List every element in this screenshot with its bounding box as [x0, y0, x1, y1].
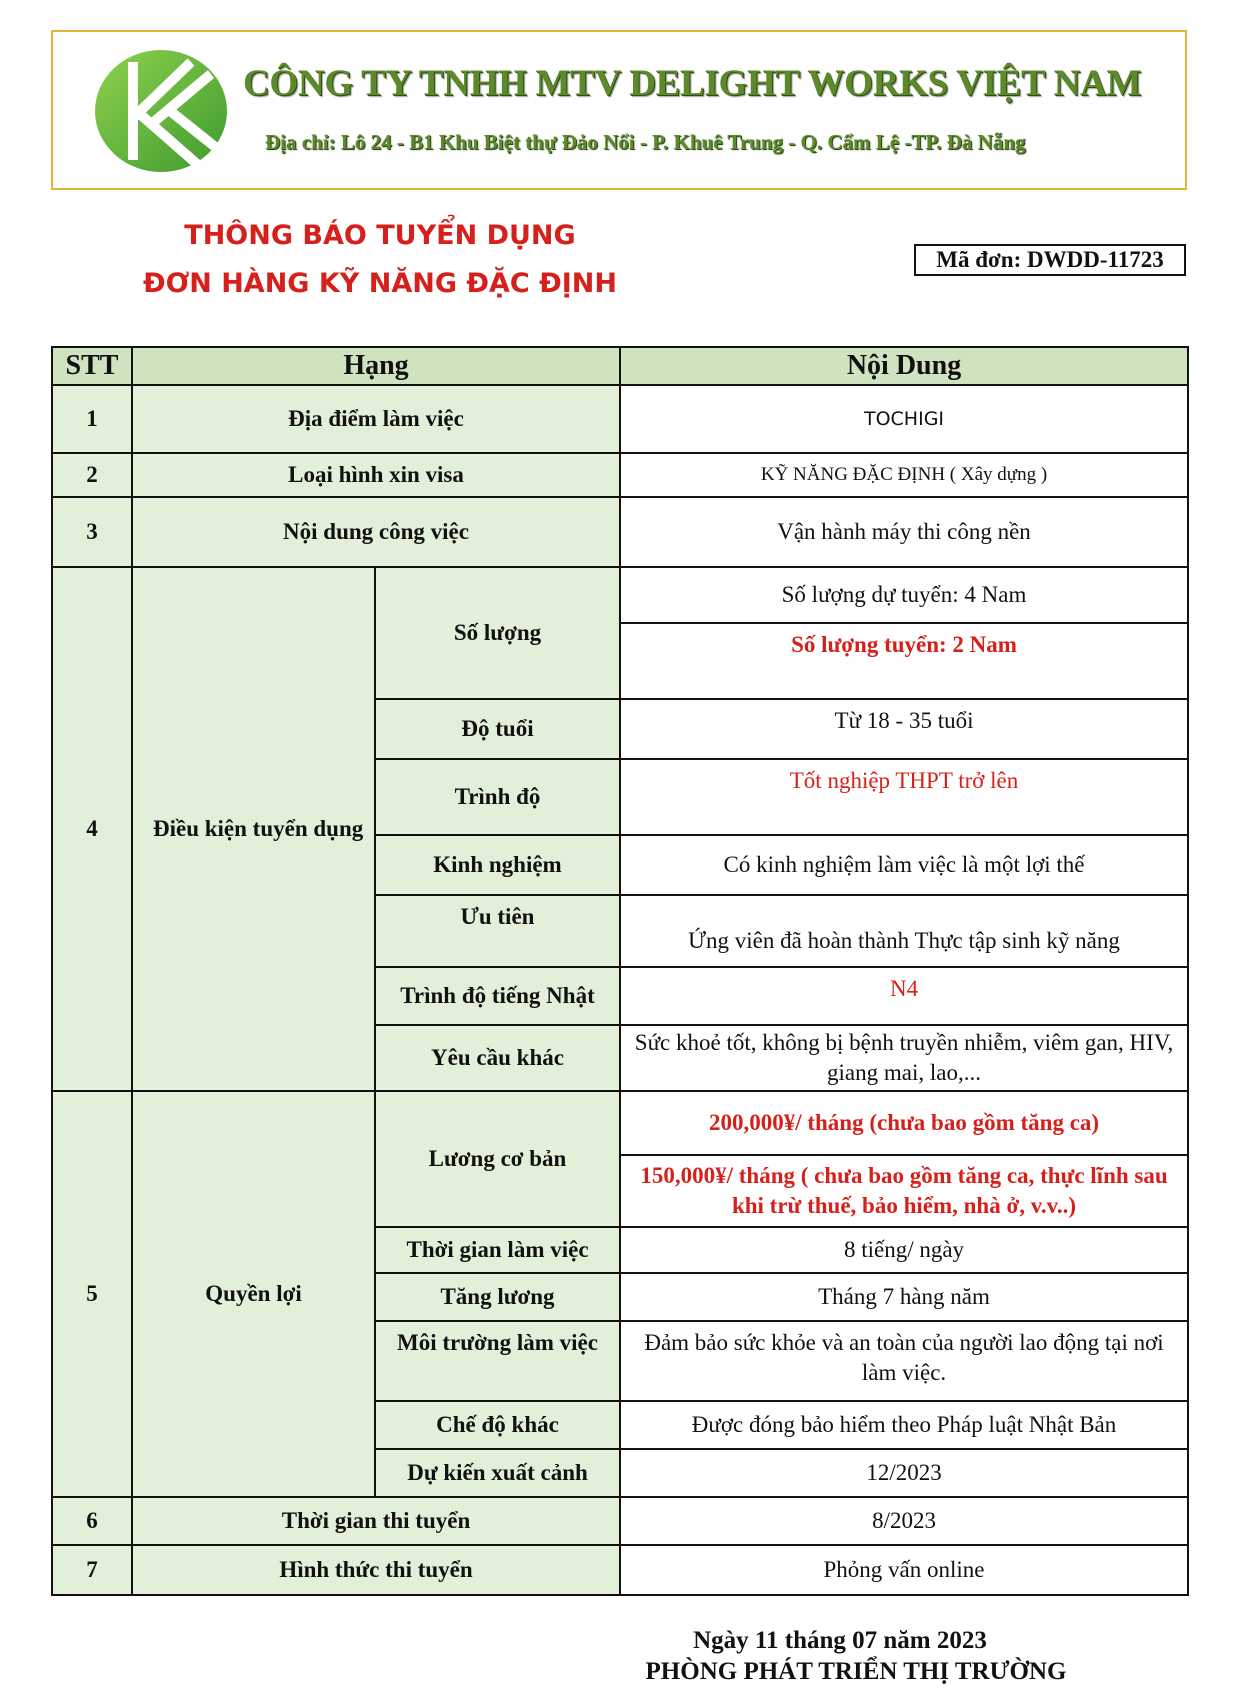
- table-row: [52, 453, 1188, 497]
- company-address: Địa chỉ: Lô 24 - B1 Khu Biệt thự Đảo Nổi - P. Khuê Trung - Q. Cẩm Lệ -TP. Đà Nẵng: [265, 130, 1026, 154]
- sub-label: Ưu tiên: [375, 895, 620, 967]
- table-header-row: [52, 347, 1188, 385]
- header-noidung: Nội Dung: [620, 347, 1188, 385]
- sub-label: Trình độ: [375, 759, 620, 835]
- sub-label: Môi trường làm việc: [375, 1321, 620, 1401]
- row-label: Quyền lợi: [132, 1091, 375, 1497]
- row-number: 5: [52, 1091, 132, 1497]
- footer-department: PHÒNG PHÁT TRIỂN THỊ TRƯỜNG: [645, 1658, 1067, 1685]
- table-row: [52, 567, 1188, 623]
- header-hang: Hạng: [132, 347, 620, 385]
- sub-value: Số lượng tuyển: 2 Nam: [620, 623, 1188, 699]
- sub-label: Dự kiến xuất cảnh: [375, 1449, 620, 1497]
- sub-value: Có kinh nghiệm làm việc là một lợi thế: [620, 835, 1188, 895]
- row-label: Thời gian thi tuyển: [132, 1497, 620, 1545]
- table-row: [52, 1091, 1188, 1155]
- sub-value: N4: [620, 967, 1188, 1025]
- row-number: 1: [52, 385, 132, 453]
- sub-label: Độ tuổi: [375, 699, 620, 759]
- footer-date: Ngày 11 tháng 07 năm 2023: [693, 1627, 987, 1654]
- row-label: Hình thức thi tuyển: [132, 1545, 620, 1595]
- row-value: Vận hành máy thi công nền: [620, 497, 1188, 567]
- sub-label: Số lượng: [375, 567, 620, 699]
- sub-label: Yêu cầu khác: [375, 1025, 620, 1091]
- sub-value: 12/2023: [620, 1449, 1188, 1497]
- sub-value: Đảm bảo sức khỏe và an toàn của người lao động tại nơi làm việc.: [620, 1321, 1188, 1401]
- sub-value: Sức khoẻ tốt, không bị bệnh truyền nhiễm, viêm gan, HIV, giang mai, lao,...: [620, 1025, 1188, 1091]
- sub-label: Thời gian làm việc: [375, 1227, 620, 1273]
- sub-value: Được đóng bảo hiểm theo Pháp luật Nhật Bản: [620, 1401, 1188, 1449]
- sub-value: Ứng viên đã hoàn thành Thực tập sinh kỹ năng: [620, 895, 1188, 967]
- company-header: [51, 30, 1187, 190]
- sub-label: Trình độ tiếng Nhật: [375, 967, 620, 1025]
- row-value: KỸ NĂNG ĐẶC ĐỊNH ( Xây dựng ): [620, 453, 1188, 497]
- sub-label: Tăng lương: [375, 1273, 620, 1321]
- row-label: Nội dung công việc: [132, 497, 620, 567]
- row-number: 7: [52, 1545, 132, 1595]
- sub-label: Lương cơ bản: [375, 1091, 620, 1227]
- row-value: TOCHIGI: [620, 385, 1188, 453]
- sub-value: Số lượng dự tuyển: 4 Nam: [620, 567, 1188, 623]
- row-label: Điều kiện tuyển dụng: [132, 567, 375, 1091]
- table-row: [52, 1497, 1188, 1545]
- order-code-box: Mã đơn: DWDD-11723: [914, 244, 1186, 276]
- recruitment-table: [51, 346, 1189, 1596]
- sub-label: Kinh nghiệm: [375, 835, 620, 895]
- row-label: Địa điểm làm việc: [132, 385, 620, 453]
- notice-subtitle: ĐƠN HÀNG KỸ NĂNG ĐẶC ĐỊNH: [143, 268, 617, 299]
- sub-label: Chế độ khác: [375, 1401, 620, 1449]
- row-value: Phỏng vấn online: [620, 1545, 1188, 1595]
- row-number: 6: [52, 1497, 132, 1545]
- company-name: CÔNG TY TNHH MTV DELIGHT WORKS VIỆT NAM: [243, 63, 1142, 104]
- table-row: [52, 1545, 1188, 1595]
- table-row: [52, 497, 1188, 567]
- header-stt: STT: [52, 347, 132, 385]
- row-number: 3: [52, 497, 132, 567]
- row-number: 4: [52, 567, 132, 1091]
- row-number: 2: [52, 453, 132, 497]
- table-row: [52, 385, 1188, 453]
- company-logo: [93, 48, 229, 174]
- sub-value: 150,000¥/ tháng ( chưa bao gồm tăng ca, thực lĩnh sau khi trừ thuế, bảo hiểm, nhà ở, v.v..): [620, 1155, 1188, 1227]
- sub-value: Từ 18 - 35 tuổi: [620, 699, 1188, 759]
- row-label: Loại hình xin visa: [132, 453, 620, 497]
- sub-value: Tốt nghiệp THPT trở lên: [620, 759, 1188, 835]
- row-value: 8/2023: [620, 1497, 1188, 1545]
- sub-value: 200,000¥/ tháng (chưa bao gồm tăng ca): [620, 1091, 1188, 1155]
- sub-value: 8 tiếng/ ngày: [620, 1227, 1188, 1273]
- sub-value: Tháng 7 hàng năm: [620, 1273, 1188, 1321]
- notice-title: THÔNG BÁO TUYỂN DỤNG: [184, 220, 576, 251]
